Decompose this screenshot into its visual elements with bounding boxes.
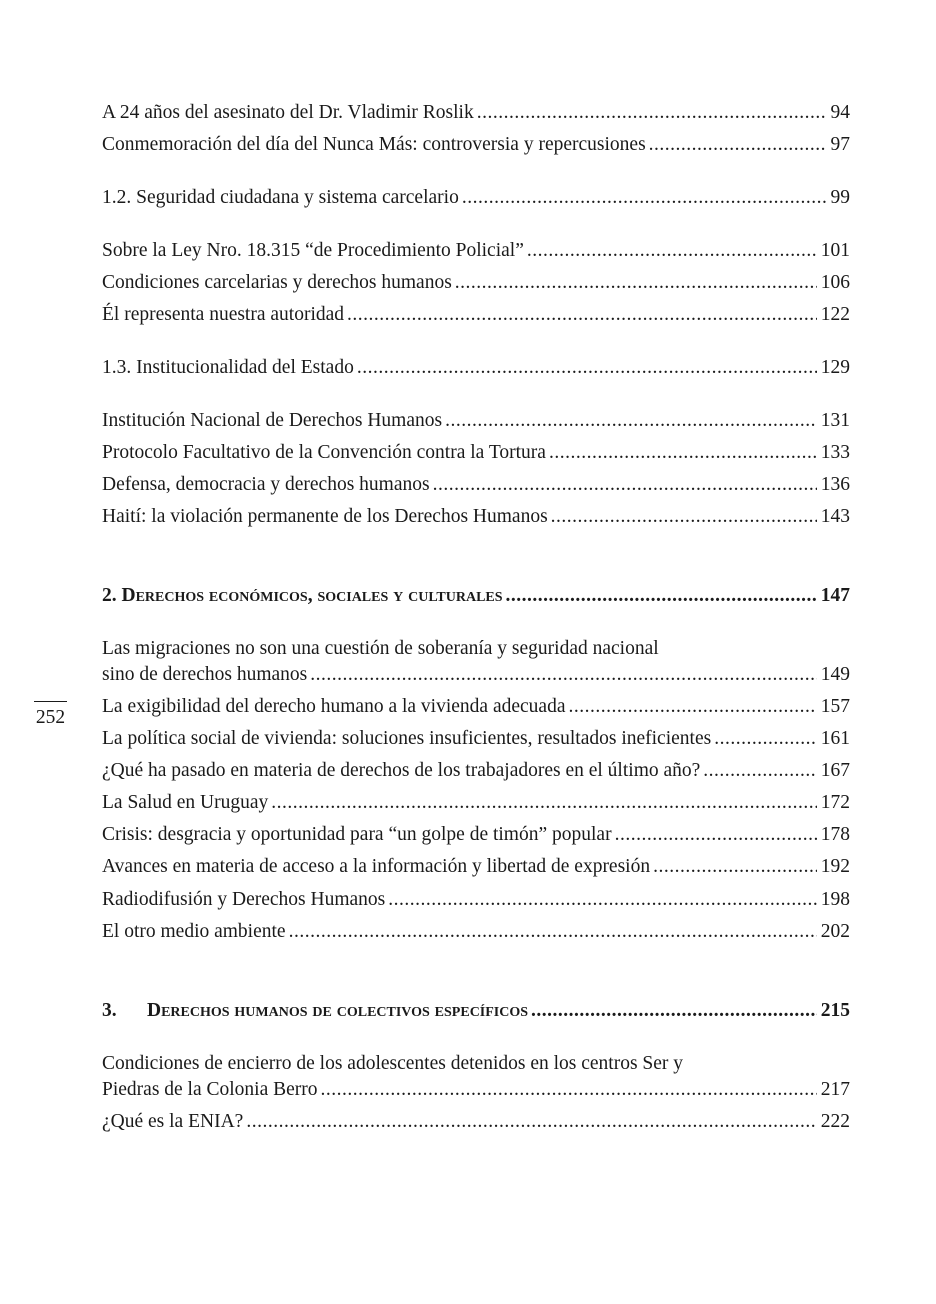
- toc-entry-page: 198: [820, 889, 850, 910]
- toc-entry-page: 215: [820, 1000, 850, 1021]
- toc-entry-page: 157: [820, 696, 850, 717]
- toc-entry-title: Conmemoración del día del Nunca Más: controversia y repercusiones: [102, 134, 646, 155]
- section-title-text: Derechos económicos, sociales y culturales: [121, 585, 503, 606]
- dot-leader: [445, 405, 817, 437]
- toc-entry-title: Radiodifusión y Derechos Humanos: [102, 889, 386, 910]
- toc-entry[interactable]: [102, 1074, 850, 1106]
- dot-leader: [568, 691, 816, 723]
- toc-entry[interactable]: [102, 723, 850, 755]
- toc-entry[interactable]: [102, 235, 850, 267]
- toc-entry-title: El otro medio ambiente: [102, 921, 286, 942]
- toc-entry[interactable]: [102, 437, 850, 469]
- dot-leader: [653, 851, 817, 883]
- toc-entry-title: ¿Qué es la ENIA?: [102, 1111, 244, 1132]
- toc-entry[interactable]: [102, 884, 850, 916]
- dot-leader: [462, 182, 827, 214]
- toc-entry-page: 172: [820, 792, 850, 813]
- toc-entry[interactable]: [102, 755, 850, 787]
- toc-entry-page: 147: [820, 585, 850, 606]
- toc-entry[interactable]: [102, 501, 850, 533]
- toc-entry[interactable]: [102, 267, 850, 299]
- toc-section-heading[interactable]: [102, 580, 850, 612]
- toc-entry-title: La política social de vivienda: soluciones insuficientes, resultados ineficientes: [102, 728, 712, 749]
- toc-entry-title: Protocolo Facultativo de la Convención contra la Tortura: [102, 442, 546, 463]
- toc-entry-page: 178: [820, 824, 850, 845]
- toc-entry-title: 1.3. Institucionalidad del Estado: [102, 357, 354, 378]
- toc-entry-title: ¿Qué ha pasado en materia de derechos de los trabajadores en el último año?: [102, 760, 701, 781]
- page-number: 252: [34, 701, 67, 734]
- toc-subsection[interactable]: [102, 182, 850, 214]
- toc-entry[interactable]: [102, 691, 850, 723]
- toc-entry-page: 94: [830, 102, 850, 123]
- toc-entry-title: Condiciones carcelarias y derechos humanos: [102, 272, 452, 293]
- toc-entry-title: Sobre la Ley Nro. 18.315 “de Procedimiento Policial”: [102, 240, 524, 261]
- toc-entry-page: 161: [820, 728, 850, 749]
- toc-entry-page: 106: [820, 272, 850, 293]
- dot-leader: [357, 352, 817, 384]
- toc-entry-title: Crisis: desgracia y oportunidad para “un golpe de timón” popular: [102, 824, 612, 845]
- toc-entry-page: 99: [830, 187, 850, 208]
- toc-entry-page: 202: [820, 921, 850, 942]
- toc-entry-page: 149: [820, 664, 850, 685]
- toc-entry[interactable]: [102, 1106, 850, 1138]
- dot-leader: [321, 1074, 817, 1106]
- toc-entry-page: 192: [820, 856, 850, 877]
- toc-entry-title: La exigibilidad del derecho humano a la vivienda adecuada: [102, 696, 566, 717]
- toc-entry-title: Piedras de la Colonia Berro: [102, 1079, 318, 1100]
- toc-entry[interactable]: [102, 659, 850, 691]
- dot-leader: [289, 916, 817, 948]
- dot-leader: [388, 884, 817, 916]
- toc-entry[interactable]: [102, 405, 850, 437]
- toc-entry[interactable]: [102, 97, 850, 129]
- toc-entry-page: 143: [820, 506, 850, 527]
- toc-entry[interactable]: [102, 469, 850, 501]
- dot-leader: [551, 501, 817, 533]
- toc-entry-page: 131: [820, 410, 850, 431]
- section-number: 3.: [102, 1000, 117, 1021]
- dot-leader: [714, 723, 817, 755]
- toc-entry-title: sino de derechos humanos: [102, 664, 308, 685]
- toc-entry[interactable]: [102, 299, 850, 331]
- section-number: 2.: [102, 585, 117, 606]
- section-title-text: Derechos humanos de colectivos específicos: [147, 1000, 529, 1021]
- dot-leader: [246, 1106, 816, 1138]
- toc-entry-title: 1.2. Seguridad ciudadana y sistema carcelario: [102, 187, 459, 208]
- toc-section-title: [102, 580, 503, 612]
- dot-leader: [271, 787, 817, 819]
- dot-leader: [347, 299, 817, 331]
- toc-entry-title: La Salud en Uruguay: [102, 792, 269, 813]
- toc-entry-title: Avances en materia de acceso a la información y libertad de expresión: [102, 856, 651, 877]
- toc-entry-title: Haití: la violación permanente de los Derechos Humanos: [102, 506, 548, 527]
- toc-subsection[interactable]: [102, 352, 850, 384]
- toc-entry-page: 97: [830, 134, 850, 155]
- dot-leader: [455, 267, 817, 299]
- toc-entry-page: 222: [820, 1111, 850, 1132]
- toc-entry-page: 167: [820, 760, 850, 781]
- dot-leader: [310, 659, 817, 691]
- toc-entry-title-line1: Condiciones de encierro de los adolescentes detenidos en los centros Ser y: [102, 1053, 684, 1074]
- toc-entry-title: Él representa nuestra autoridad: [102, 304, 345, 325]
- toc-entry-page: 129: [820, 357, 850, 378]
- toc-section-heading[interactable]: [102, 995, 850, 1027]
- dot-leader: [703, 755, 816, 787]
- toc-entry-title: A 24 años del asesinato del Dr. Vladimir Roslik: [102, 102, 474, 123]
- toc-entry-page: 101: [820, 240, 850, 261]
- toc-entry[interactable]: [102, 787, 850, 819]
- toc-entry-page: 217: [820, 1079, 850, 1100]
- toc-entry[interactable]: [102, 851, 850, 883]
- dot-leader: [477, 97, 827, 129]
- toc-section-title: [102, 995, 528, 1027]
- toc-entry[interactable]: [102, 129, 850, 161]
- table-of-contents: [102, 0, 850, 1304]
- toc-entry-page: 133: [820, 442, 850, 463]
- dot-leader: [649, 129, 827, 161]
- dot-leader: [433, 469, 817, 501]
- toc-entry-page: 136: [820, 474, 850, 495]
- dot-leader: [531, 995, 817, 1027]
- toc-entry-title: Defensa, democracia y derechos humanos: [102, 474, 430, 495]
- toc-entry-title: Institución Nacional de Derechos Humanos: [102, 410, 443, 431]
- dot-leader: [527, 235, 817, 267]
- dot-leader: [506, 580, 817, 612]
- toc-entry[interactable]: [102, 819, 850, 851]
- dot-leader: [549, 437, 817, 469]
- toc-entry-page: 122: [820, 304, 850, 325]
- dot-leader: [615, 819, 817, 851]
- toc-entry-title-line1: Las migraciones no son una cuestión de soberanía y seguridad nacional: [102, 638, 659, 659]
- toc-entry[interactable]: [102, 916, 850, 948]
